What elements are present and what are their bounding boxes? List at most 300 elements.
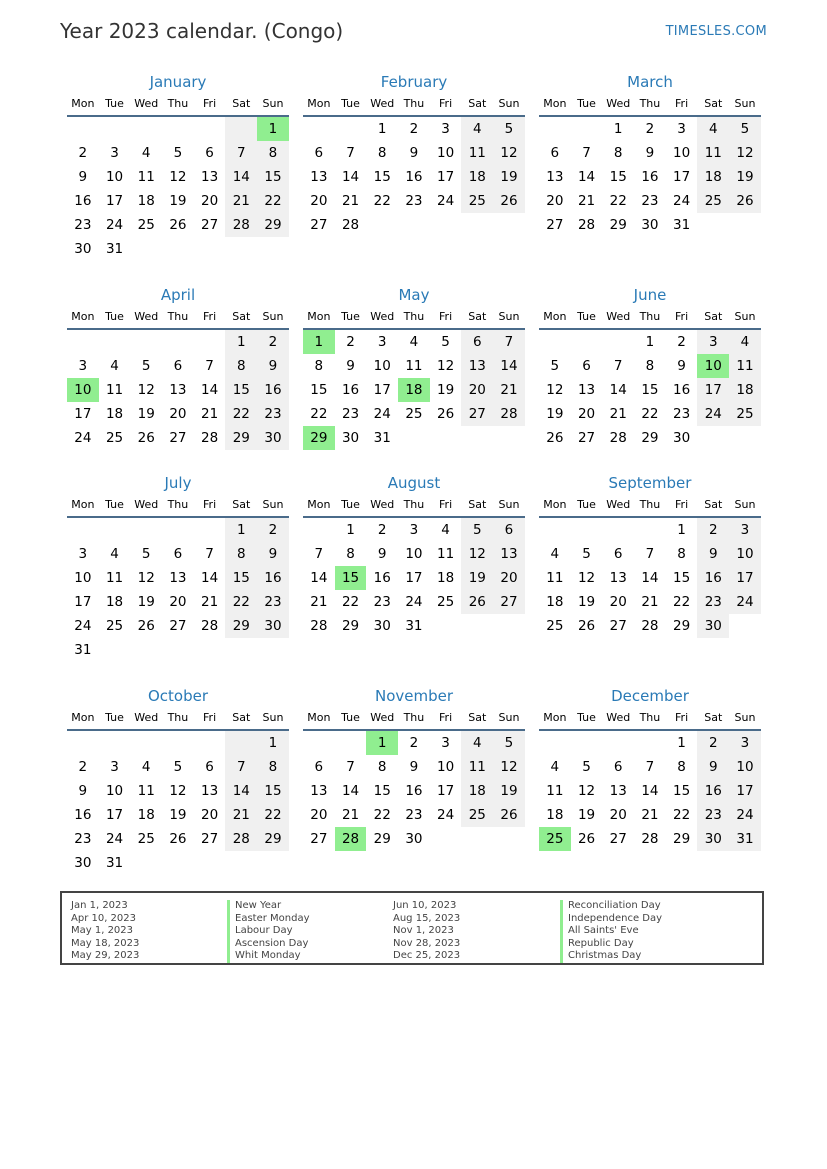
day-cell[interactable]: 28 (341, 217, 360, 233)
day-cell[interactable]: 13 (310, 783, 328, 799)
day-cell[interactable]: 4 (409, 334, 419, 350)
day-cell[interactable]: 8 (257, 141, 289, 165)
day-cell[interactable]: 5 (493, 117, 525, 141)
day-cell[interactable]: 1 (225, 330, 257, 354)
day-cell[interactable]: 12 (577, 570, 596, 586)
day-cell[interactable]: 26 (137, 618, 155, 634)
day-cell[interactable]: 31 (105, 855, 124, 871)
day-cell[interactable]: 9 (257, 354, 289, 378)
day-cell[interactable]: 5 (141, 358, 151, 374)
day-cell[interactable]: 22 (641, 406, 659, 422)
day-cell[interactable]: 14 (493, 354, 525, 378)
day-cell[interactable]: 21 (225, 189, 257, 213)
day-cell[interactable]: 17 (673, 169, 691, 185)
holiday-day-cell[interactable]: 28 (335, 827, 367, 851)
day-cell[interactable]: 1 (225, 518, 257, 542)
day-cell[interactable]: 12 (493, 141, 525, 165)
day-cell[interactable]: 26 (437, 406, 455, 422)
day-cell[interactable]: 19 (137, 406, 155, 422)
day-cell[interactable]: 8 (346, 546, 355, 562)
brand-link[interactable]: TIMESLES.COM (665, 24, 767, 39)
day-cell[interactable]: 12 (729, 141, 761, 165)
day-cell[interactable]: 19 (137, 594, 155, 610)
day-cell[interactable]: 11 (405, 358, 423, 374)
day-cell[interactable]: 11 (461, 141, 493, 165)
day-cell[interactable]: 4 (729, 330, 761, 354)
day-cell[interactable]: 23 (257, 590, 289, 614)
day-cell[interactable]: 18 (105, 406, 124, 422)
day-cell[interactable]: 13 (310, 169, 328, 185)
day-cell[interactable]: 15 (257, 165, 289, 189)
day-cell[interactable]: 23 (373, 594, 391, 610)
day-cell[interactable]: 30 (641, 217, 659, 233)
day-cell[interactable]: 30 (673, 430, 691, 446)
day-cell[interactable]: 19 (169, 807, 187, 823)
day-cell[interactable]: 12 (169, 783, 187, 799)
day-cell[interactable]: 3 (78, 546, 88, 562)
day-cell[interactable]: 23 (341, 406, 360, 422)
day-cell[interactable]: 8 (377, 759, 387, 775)
day-cell[interactable]: 4 (697, 117, 729, 141)
day-cell[interactable]: 20 (493, 566, 525, 590)
day-cell[interactable]: 17 (437, 169, 455, 185)
day-cell[interactable]: 7 (582, 145, 591, 161)
day-cell[interactable]: 16 (697, 779, 729, 803)
day-cell[interactable]: 21 (341, 193, 360, 209)
day-cell[interactable]: 2 (697, 731, 729, 755)
day-cell[interactable]: 15 (373, 783, 391, 799)
day-cell[interactable]: 25 (697, 189, 729, 213)
holiday-day-cell[interactable]: 10 (697, 354, 729, 378)
day-cell[interactable]: 5 (582, 759, 591, 775)
day-cell[interactable]: 16 (673, 382, 691, 398)
day-cell[interactable]: 11 (137, 169, 155, 185)
day-cell[interactable]: 30 (373, 618, 391, 634)
day-cell[interactable]: 26 (729, 189, 761, 213)
day-cell[interactable]: 5 (173, 145, 183, 161)
day-cell[interactable]: 24 (437, 193, 455, 209)
holiday-day-cell[interactable]: 15 (335, 566, 367, 590)
day-cell[interactable]: 4 (441, 522, 450, 538)
day-cell[interactable]: 2 (78, 759, 88, 775)
day-cell[interactable]: 16 (373, 570, 391, 586)
day-cell[interactable]: 9 (409, 759, 419, 775)
day-cell[interactable]: 31 (729, 827, 761, 851)
day-cell[interactable]: 7 (613, 358, 623, 374)
day-cell[interactable]: 6 (613, 759, 623, 775)
day-cell[interactable]: 14 (641, 570, 659, 586)
day-cell[interactable]: 22 (373, 807, 391, 823)
day-cell[interactable]: 8 (377, 145, 387, 161)
day-cell[interactable]: 17 (373, 382, 391, 398)
day-cell[interactable]: 19 (461, 566, 493, 590)
day-cell[interactable]: 20 (201, 193, 219, 209)
holiday-day-cell[interactable]: 18 (398, 378, 430, 402)
day-cell[interactable]: 12 (577, 783, 596, 799)
day-cell[interactable]: 13 (201, 783, 219, 799)
day-cell[interactable]: 12 (137, 382, 155, 398)
day-cell[interactable]: 2 (409, 121, 419, 137)
day-cell[interactable]: 23 (697, 803, 729, 827)
day-cell[interactable]: 10 (74, 570, 92, 586)
day-cell[interactable]: 19 (437, 382, 455, 398)
day-cell[interactable]: 30 (697, 614, 729, 638)
day-cell[interactable]: 31 (673, 217, 691, 233)
day-cell[interactable]: 1 (257, 731, 289, 755)
day-cell[interactable]: 9 (257, 542, 289, 566)
day-cell[interactable]: 28 (225, 213, 257, 237)
day-cell[interactable]: 31 (373, 430, 391, 446)
day-cell[interactable]: 4 (461, 117, 493, 141)
day-cell[interactable]: 26 (137, 430, 155, 446)
day-cell[interactable]: 17 (405, 570, 423, 586)
day-cell[interactable]: 21 (341, 807, 360, 823)
day-cell[interactable]: 27 (201, 217, 219, 233)
day-cell[interactable]: 22 (257, 803, 289, 827)
day-cell[interactable]: 12 (137, 570, 155, 586)
day-cell[interactable]: 27 (577, 430, 596, 446)
day-cell[interactable]: 1 (613, 121, 623, 137)
day-cell[interactable]: 24 (405, 594, 423, 610)
day-cell[interactable]: 11 (437, 546, 455, 562)
day-cell[interactable]: 8 (613, 145, 623, 161)
day-cell[interactable]: 4 (110, 358, 119, 374)
day-cell[interactable]: 9 (346, 358, 355, 374)
day-cell[interactable]: 26 (493, 803, 525, 827)
day-cell[interactable]: 28 (609, 430, 627, 446)
day-cell[interactable]: 20 (577, 406, 596, 422)
day-cell[interactable]: 9 (78, 783, 88, 799)
day-cell[interactable]: 17 (105, 807, 124, 823)
day-cell[interactable]: 3 (110, 145, 119, 161)
day-cell[interactable]: 21 (201, 406, 219, 422)
day-cell[interactable]: 31 (74, 642, 92, 658)
day-cell[interactable]: 16 (257, 566, 289, 590)
day-cell[interactable]: 15 (225, 378, 257, 402)
day-cell[interactable]: 13 (493, 542, 525, 566)
day-cell[interactable]: 22 (225, 402, 257, 426)
day-cell[interactable]: 30 (74, 855, 92, 871)
day-cell[interactable]: 8 (225, 354, 257, 378)
day-cell[interactable]: 25 (105, 430, 124, 446)
day-cell[interactable]: 18 (461, 165, 493, 189)
day-cell[interactable]: 10 (405, 546, 423, 562)
day-cell[interactable]: 14 (609, 382, 627, 398)
day-cell[interactable]: 15 (673, 783, 691, 799)
day-cell[interactable]: 13 (461, 354, 493, 378)
day-cell[interactable]: 12 (169, 169, 187, 185)
day-cell[interactable]: 22 (673, 807, 691, 823)
day-cell[interactable]: 7 (493, 330, 525, 354)
day-cell[interactable]: 26 (546, 430, 564, 446)
day-cell[interactable]: 2 (257, 330, 289, 354)
day-cell[interactable]: 15 (641, 382, 659, 398)
day-cell[interactable]: 29 (673, 618, 691, 634)
day-cell[interactable]: 17 (697, 378, 729, 402)
day-cell[interactable]: 5 (461, 518, 493, 542)
day-cell[interactable]: 11 (546, 570, 564, 586)
day-cell[interactable]: 30 (697, 827, 729, 851)
day-cell[interactable]: 6 (205, 145, 214, 161)
day-cell[interactable]: 7 (645, 546, 655, 562)
day-cell[interactable]: 3 (409, 522, 419, 538)
day-cell[interactable]: 20 (201, 807, 219, 823)
day-cell[interactable]: 4 (550, 546, 560, 562)
day-cell[interactable]: 13 (609, 783, 627, 799)
day-cell[interactable]: 14 (201, 382, 219, 398)
day-cell[interactable]: 23 (74, 831, 92, 847)
day-cell[interactable]: 22 (225, 590, 257, 614)
day-cell[interactable]: 5 (441, 334, 450, 350)
day-cell[interactable]: 6 (173, 358, 183, 374)
day-cell[interactable]: 16 (641, 169, 659, 185)
day-cell[interactable]: 16 (257, 378, 289, 402)
day-cell[interactable]: 1 (677, 735, 686, 751)
holiday-day-cell[interactable]: 1 (257, 117, 289, 141)
day-cell[interactable]: 10 (673, 145, 691, 161)
day-cell[interactable]: 20 (310, 193, 328, 209)
day-cell[interactable]: 7 (346, 759, 355, 775)
day-cell[interactable]: 30 (257, 614, 289, 638)
day-cell[interactable]: 3 (677, 121, 686, 137)
day-cell[interactable]: 14 (310, 570, 328, 586)
day-cell[interactable]: 21 (609, 406, 627, 422)
day-cell[interactable]: 18 (137, 807, 155, 823)
day-cell[interactable]: 3 (729, 731, 761, 755)
day-cell[interactable]: 17 (74, 594, 92, 610)
day-cell[interactable]: 29 (225, 426, 257, 450)
day-cell[interactable]: 8 (314, 358, 324, 374)
day-cell[interactable]: 3 (729, 518, 761, 542)
day-cell[interactable]: 27 (310, 217, 328, 233)
day-cell[interactable]: 13 (169, 570, 187, 586)
day-cell[interactable]: 29 (257, 827, 289, 851)
day-cell[interactable]: 15 (609, 169, 627, 185)
day-cell[interactable]: 9 (697, 755, 729, 779)
holiday-day-cell[interactable]: 10 (67, 378, 99, 402)
day-cell[interactable]: 26 (169, 217, 187, 233)
day-cell[interactable]: 29 (257, 213, 289, 237)
day-cell[interactable]: 15 (673, 570, 691, 586)
day-cell[interactable]: 30 (74, 241, 92, 257)
day-cell[interactable]: 21 (641, 807, 659, 823)
day-cell[interactable]: 24 (729, 803, 761, 827)
day-cell[interactable]: 13 (201, 169, 219, 185)
day-cell[interactable]: 26 (169, 831, 187, 847)
day-cell[interactable]: 1 (677, 522, 686, 538)
day-cell[interactable]: 11 (137, 783, 155, 799)
day-cell[interactable]: 20 (461, 378, 493, 402)
day-cell[interactable]: 14 (225, 779, 257, 803)
day-cell[interactable]: 29 (609, 217, 627, 233)
day-cell[interactable]: 6 (613, 546, 623, 562)
day-cell[interactable]: 27 (169, 430, 187, 446)
day-cell[interactable]: 1 (346, 522, 355, 538)
day-cell[interactable]: 10 (105, 169, 124, 185)
day-cell[interactable]: 1 (377, 121, 387, 137)
day-cell[interactable]: 5 (550, 358, 560, 374)
day-cell[interactable]: 25 (461, 189, 493, 213)
day-cell[interactable]: 24 (373, 406, 391, 422)
day-cell[interactable]: 7 (645, 759, 655, 775)
day-cell[interactable]: 10 (437, 145, 455, 161)
day-cell[interactable]: 6 (582, 358, 591, 374)
day-cell[interactable]: 4 (461, 731, 493, 755)
day-cell[interactable]: 27 (609, 831, 627, 847)
day-cell[interactable]: 19 (493, 165, 525, 189)
day-cell[interactable]: 2 (257, 518, 289, 542)
day-cell[interactable]: 21 (225, 803, 257, 827)
day-cell[interactable]: 22 (673, 594, 691, 610)
day-cell[interactable]: 31 (105, 241, 124, 257)
day-cell[interactable]: 25 (137, 831, 155, 847)
day-cell[interactable]: 8 (257, 755, 289, 779)
day-cell[interactable]: 16 (405, 783, 423, 799)
day-cell[interactable]: 22 (341, 594, 360, 610)
day-cell[interactable]: 18 (546, 807, 564, 823)
day-cell[interactable]: 17 (729, 566, 761, 590)
day-cell[interactable]: 12 (461, 542, 493, 566)
day-cell[interactable]: 13 (577, 382, 596, 398)
day-cell[interactable]: 22 (310, 406, 328, 422)
day-cell[interactable]: 23 (697, 590, 729, 614)
day-cell[interactable]: 18 (546, 594, 564, 610)
day-cell[interactable]: 11 (697, 141, 729, 165)
day-cell[interactable]: 12 (437, 358, 455, 374)
day-cell[interactable]: 30 (405, 831, 423, 847)
day-cell[interactable]: 26 (577, 618, 596, 634)
day-cell[interactable]: 20 (609, 807, 627, 823)
day-cell[interactable]: 18 (729, 378, 761, 402)
day-cell[interactable]: 27 (546, 217, 564, 233)
day-cell[interactable]: 6 (314, 145, 324, 161)
day-cell[interactable]: 9 (78, 169, 88, 185)
day-cell[interactable]: 20 (609, 594, 627, 610)
day-cell[interactable]: 28 (225, 827, 257, 851)
day-cell[interactable]: 7 (225, 141, 257, 165)
day-cell[interactable]: 29 (341, 618, 360, 634)
day-cell[interactable]: 3 (78, 358, 88, 374)
day-cell[interactable]: 13 (169, 382, 187, 398)
day-cell[interactable]: 27 (201, 831, 219, 847)
day-cell[interactable]: 14 (641, 783, 659, 799)
day-cell[interactable]: 4 (141, 145, 151, 161)
day-cell[interactable]: 8 (225, 542, 257, 566)
day-cell[interactable]: 23 (74, 217, 92, 233)
day-cell[interactable]: 18 (697, 165, 729, 189)
day-cell[interactable]: 10 (729, 755, 761, 779)
day-cell[interactable]: 3 (110, 759, 119, 775)
day-cell[interactable]: 7 (225, 755, 257, 779)
day-cell[interactable]: 16 (405, 169, 423, 185)
day-cell[interactable]: 2 (78, 145, 88, 161)
day-cell[interactable]: 6 (314, 759, 324, 775)
day-cell[interactable]: 10 (373, 358, 391, 374)
holiday-day-cell[interactable]: 25 (539, 827, 571, 851)
day-cell[interactable]: 6 (493, 518, 525, 542)
day-cell[interactable]: 26 (493, 189, 525, 213)
day-cell[interactable]: 11 (105, 570, 124, 586)
day-cell[interactable]: 28 (641, 831, 659, 847)
day-cell[interactable]: 17 (729, 779, 761, 803)
day-cell[interactable]: 11 (461, 755, 493, 779)
day-cell[interactable]: 21 (493, 378, 525, 402)
day-cell[interactable]: 4 (550, 759, 560, 775)
day-cell[interactable]: 28 (577, 217, 596, 233)
day-cell[interactable]: 29 (373, 831, 391, 847)
day-cell[interactable]: 24 (437, 807, 455, 823)
day-cell[interactable]: 14 (201, 570, 219, 586)
day-cell[interactable]: 1 (645, 334, 655, 350)
day-cell[interactable]: 9 (377, 546, 387, 562)
day-cell[interactable]: 21 (641, 594, 659, 610)
day-cell[interactable]: 22 (257, 189, 289, 213)
day-cell[interactable]: 27 (461, 402, 493, 426)
day-cell[interactable]: 5 (141, 546, 151, 562)
day-cell[interactable]: 3 (441, 735, 450, 751)
day-cell[interactable]: 15 (310, 382, 328, 398)
day-cell[interactable]: 15 (257, 779, 289, 803)
day-cell[interactable]: 29 (641, 430, 659, 446)
day-cell[interactable]: 2 (409, 735, 419, 751)
day-cell[interactable]: 16 (74, 807, 92, 823)
day-cell[interactable]: 14 (577, 169, 596, 185)
day-cell[interactable]: 19 (577, 807, 596, 823)
day-cell[interactable]: 27 (609, 618, 627, 634)
holiday-day-cell[interactable]: 1 (366, 731, 398, 755)
day-cell[interactable]: 17 (74, 406, 92, 422)
day-cell[interactable]: 16 (74, 193, 92, 209)
day-cell[interactable]: 24 (697, 402, 729, 426)
day-cell[interactable]: 28 (493, 402, 525, 426)
day-cell[interactable]: 7 (205, 358, 214, 374)
day-cell[interactable]: 25 (461, 803, 493, 827)
day-cell[interactable]: 13 (609, 570, 627, 586)
day-cell[interactable]: 16 (341, 382, 360, 398)
day-cell[interactable]: 25 (437, 594, 455, 610)
day-cell[interactable]: 28 (201, 430, 219, 446)
day-cell[interactable]: 19 (493, 779, 525, 803)
day-cell[interactable]: 24 (729, 590, 761, 614)
day-cell[interactable]: 18 (137, 193, 155, 209)
day-cell[interactable]: 5 (729, 117, 761, 141)
day-cell[interactable]: 6 (173, 546, 183, 562)
day-cell[interactable]: 29 (225, 614, 257, 638)
day-cell[interactable]: 20 (169, 406, 187, 422)
day-cell[interactable]: 4 (141, 759, 151, 775)
day-cell[interactable]: 30 (257, 426, 289, 450)
holiday-day-cell[interactable]: 29 (303, 426, 335, 450)
day-cell[interactable]: 16 (697, 566, 729, 590)
day-cell[interactable]: 7 (346, 145, 355, 161)
day-cell[interactable]: 14 (341, 783, 360, 799)
day-cell[interactable]: 25 (729, 402, 761, 426)
day-cell[interactable]: 27 (310, 831, 328, 847)
day-cell[interactable]: 8 (677, 546, 686, 562)
day-cell[interactable]: 5 (582, 546, 591, 562)
day-cell[interactable]: 19 (729, 165, 761, 189)
day-cell[interactable]: 6 (205, 759, 214, 775)
day-cell[interactable]: 15 (225, 566, 257, 590)
day-cell[interactable]: 12 (546, 382, 564, 398)
day-cell[interactable]: 7 (314, 546, 324, 562)
day-cell[interactable]: 22 (609, 193, 627, 209)
day-cell[interactable]: 15 (373, 169, 391, 185)
day-cell[interactable]: 9 (697, 542, 729, 566)
holiday-day-cell[interactable]: 1 (303, 330, 335, 354)
day-cell[interactable]: 21 (577, 193, 596, 209)
day-cell[interactable]: 23 (405, 807, 423, 823)
